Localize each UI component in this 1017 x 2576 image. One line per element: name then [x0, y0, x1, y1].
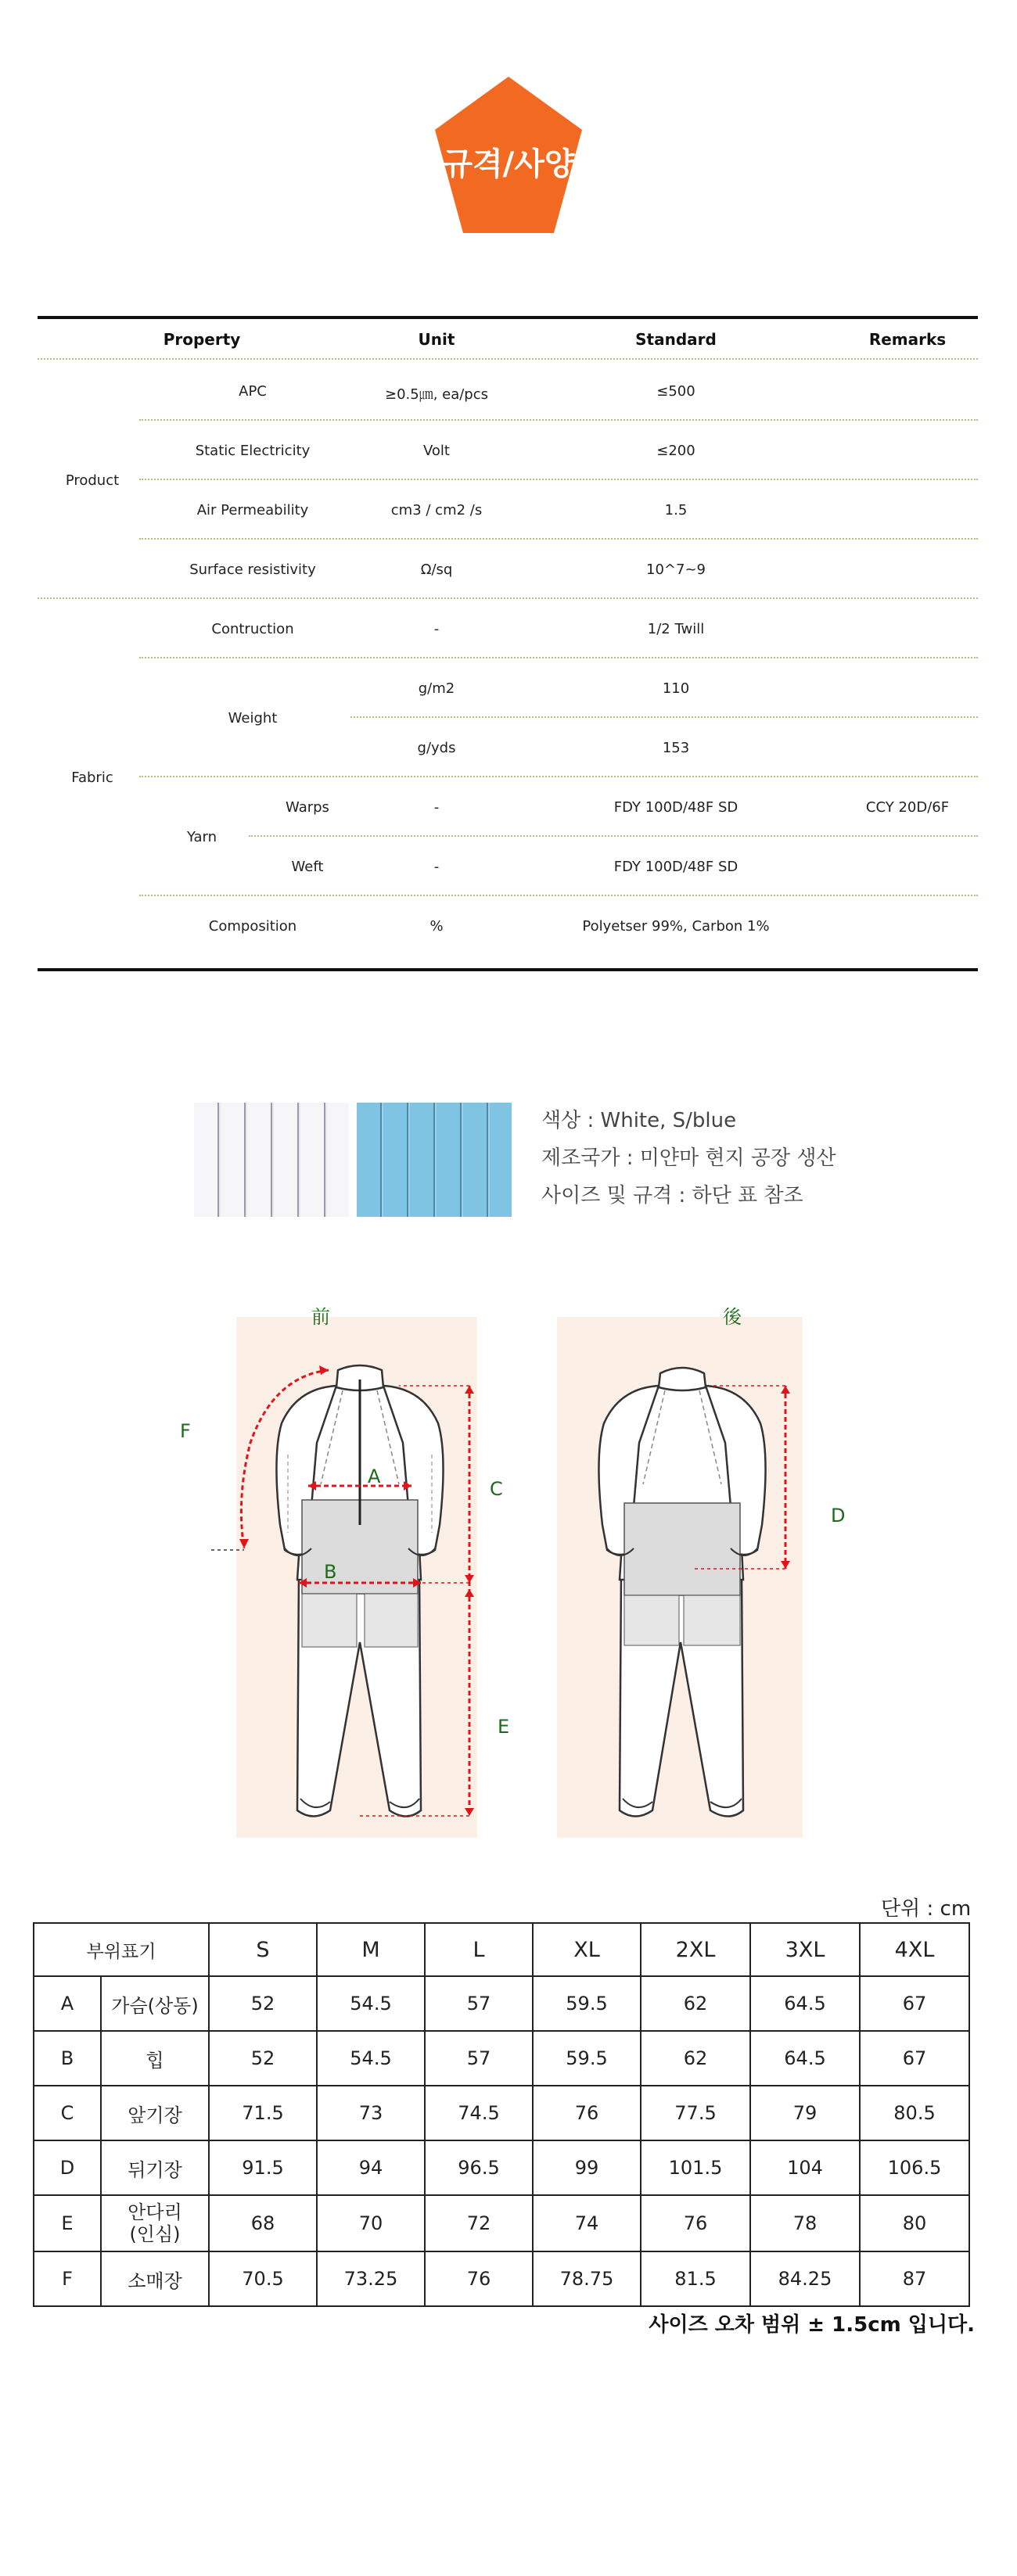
swatch-blue [357, 1103, 512, 1217]
table-row [34, 2086, 969, 2140]
table-row [34, 1976, 969, 2031]
spec-unit-weight-gyds: g/yds [417, 740, 456, 756]
spec-standard-composition: Polyetser 99%, Carbon 1% [582, 918, 770, 935]
unit-label: 단위 : cm [881, 1897, 972, 1921]
spec-header-property: Property [163, 330, 241, 349]
spec-property-apc: APC [239, 383, 267, 400]
cell: 74.5 [425, 2086, 533, 2140]
spec-table-top-rule [38, 316, 978, 319]
size-header-xl: XL [533, 1923, 641, 1976]
row-part: 앞기장 [101, 2086, 209, 2140]
spec-divider [139, 895, 978, 896]
cell: 71.5 [209, 2086, 317, 2140]
cell: 73.25 [317, 2251, 425, 2306]
cell: 64.5 [750, 2031, 860, 2086]
spec-unit-surface: Ω/sq [420, 561, 453, 578]
cell: 72 [425, 2195, 533, 2251]
table-row [34, 2251, 969, 2306]
spec-unit-weft: - [433, 859, 440, 875]
measure-label-d: D [831, 1505, 846, 1527]
cell: 76 [533, 2086, 641, 2140]
row-code: D [34, 2140, 101, 2195]
spec-divider [38, 358, 978, 360]
spec-unit-apc: ≥0.5㎛, ea/pcs [384, 386, 489, 403]
row-code: B [34, 2031, 101, 2086]
cell: 78 [750, 2195, 860, 2251]
cell: 104 [750, 2140, 860, 2195]
cell: 59.5 [533, 1976, 641, 2031]
spec-divider [249, 835, 978, 837]
row-part-line2: (인심) [129, 2223, 181, 2245]
cell: 67 [860, 2031, 969, 2086]
spec-standard-air: 1.5 [664, 502, 688, 518]
size-header-m: M [317, 1923, 425, 1976]
cell: 64.5 [750, 1976, 860, 2031]
spec-property-surface: Surface resistivity [189, 561, 316, 578]
table-row [34, 2031, 969, 2086]
spec-property-air: Air Permeability [196, 502, 309, 518]
spec-property-static: Static Electricity [195, 443, 311, 459]
spec-group-fabric: Fabric [71, 770, 113, 786]
cell: 84.25 [750, 2251, 860, 2306]
spec-unit-weight-gm2: g/m2 [418, 680, 455, 697]
spec-unit-air: cm3 / cm2 /s [390, 502, 483, 518]
size-header-l: L [425, 1923, 533, 1976]
spec-group-product: Product [65, 472, 120, 489]
spec-header-unit: Unit [418, 330, 455, 349]
cell: 70.5 [209, 2251, 317, 2306]
row-code: A [34, 1976, 101, 2031]
size-header-s: S [209, 1923, 317, 1976]
spec-table-bottom-rule [38, 968, 978, 971]
measure-label-b: B [324, 1561, 337, 1583]
spec-property-warps: Warps [286, 799, 329, 816]
table-row [34, 2195, 969, 2251]
row-code: F [34, 2251, 101, 2306]
cell: 57 [425, 1976, 533, 2031]
page-title: 규격/사양 [442, 146, 575, 182]
measure-label-a: A [368, 1466, 381, 1487]
cell: 54.5 [317, 2031, 425, 2086]
spec-standard-weft: FDY 100D/48F SD [613, 859, 738, 875]
cell: 96.5 [425, 2140, 533, 2195]
measure-label-c: C [490, 1478, 503, 1500]
spec-divider [139, 776, 978, 777]
size-tolerance-note: 사이즈 오차 범위 ± 1.5cm 입니다. [649, 2313, 975, 2337]
table-row [34, 2140, 969, 2195]
cell: 87 [860, 2251, 969, 2306]
spec-divider [139, 419, 978, 421]
cell: 79 [750, 2086, 860, 2140]
spec-divider [139, 657, 978, 658]
cell: 91.5 [209, 2140, 317, 2195]
spec-unit-static: Volt [423, 443, 450, 459]
back-coverall-illustration [510, 1298, 854, 1861]
measure-label-f: F [180, 1420, 191, 1442]
swatch-white [194, 1103, 349, 1217]
spec-header-remarks: Remarks [868, 330, 947, 349]
spec-unit-composition: % [429, 918, 444, 935]
cell: 54.5 [317, 1976, 425, 2031]
row-code: E [34, 2195, 101, 2251]
cell: 106.5 [860, 2140, 969, 2195]
cell: 80.5 [860, 2086, 969, 2140]
size-table [33, 1922, 970, 2307]
cell: 80 [860, 2195, 969, 2251]
row-part-line1: 안다리 [128, 2201, 182, 2223]
spec-unit-construction: - [433, 621, 440, 637]
cell: 52 [209, 2031, 317, 2086]
measure-label-e: E [498, 1716, 510, 1738]
spec-property-weft: Weft [291, 859, 324, 875]
spec-property-composition: Composition [208, 918, 297, 935]
spec-unit-warps: - [433, 799, 440, 816]
cell: 67 [860, 1976, 969, 2031]
size-table-header-row [34, 1923, 969, 1976]
spec-standard-construction: 1/2 Twill [647, 621, 705, 637]
cell: 101.5 [641, 2140, 750, 2195]
cell: 62 [641, 1976, 750, 2031]
size-header-2xl: 2XL [641, 1923, 750, 1976]
spec-standard-static: ≤200 [656, 443, 695, 459]
cell: 94 [317, 2140, 425, 2195]
size-header-4xl: 4XL [860, 1923, 969, 1976]
spec-divider [38, 597, 978, 599]
spec-group-yarn: Yarn [186, 829, 217, 845]
cell: 62 [641, 2031, 750, 2086]
cell: 68 [209, 2195, 317, 2251]
size-header-part: 부위표기 [34, 1923, 209, 1976]
spec-standard-weight-gm2: 110 [662, 680, 690, 697]
cell: 81.5 [641, 2251, 750, 2306]
row-part: 힙 [101, 2031, 209, 2086]
cell: 99 [533, 2140, 641, 2195]
front-label: 前 [311, 1306, 330, 1328]
cell: 70 [317, 2195, 425, 2251]
cell: 76 [425, 2251, 533, 2306]
cell: 57 [425, 2031, 533, 2086]
cell: 59.5 [533, 2031, 641, 2086]
row-part: 소매장 [101, 2251, 209, 2306]
row-part: 뒤기장 [101, 2140, 209, 2195]
cell: 77.5 [641, 2086, 750, 2140]
row-part: 가슴(상동) [101, 1976, 209, 2031]
spec-divider [139, 479, 978, 480]
spec-remarks-warps: CCY 20D/6F [865, 799, 950, 816]
spec-property-weight: Weight [228, 710, 278, 727]
info-origin: 제조국가 : 미얀마 현지 공장 생산 [541, 1146, 836, 1170]
spec-standard-surface: 10^7~9 [646, 561, 706, 578]
cell: 76 [641, 2195, 750, 2251]
info-color: 색상 : White, S/blue [541, 1109, 737, 1132]
spec-standard-warps: FDY 100D/48F SD [613, 799, 738, 816]
row-part [101, 2195, 209, 2251]
front-coverall-illustration [188, 1298, 532, 1861]
row-code: C [34, 2086, 101, 2140]
spec-property-construction: Contruction [211, 621, 294, 637]
info-size: 사이즈 및 규격 : 하단 표 참조 [541, 1184, 803, 1207]
spec-divider [350, 716, 978, 718]
back-label: 後 [723, 1306, 742, 1328]
cell: 78.75 [533, 2251, 641, 2306]
cell: 52 [209, 1976, 317, 2031]
spec-standard-weight-gyds: 153 [662, 740, 690, 756]
cell: 73 [317, 2086, 425, 2140]
cell: 74 [533, 2195, 641, 2251]
spec-divider [139, 538, 978, 540]
spec-standard-apc: ≤500 [656, 383, 695, 400]
spec-header-standard: Standard [635, 330, 717, 349]
size-header-3xl: 3XL [750, 1923, 860, 1976]
